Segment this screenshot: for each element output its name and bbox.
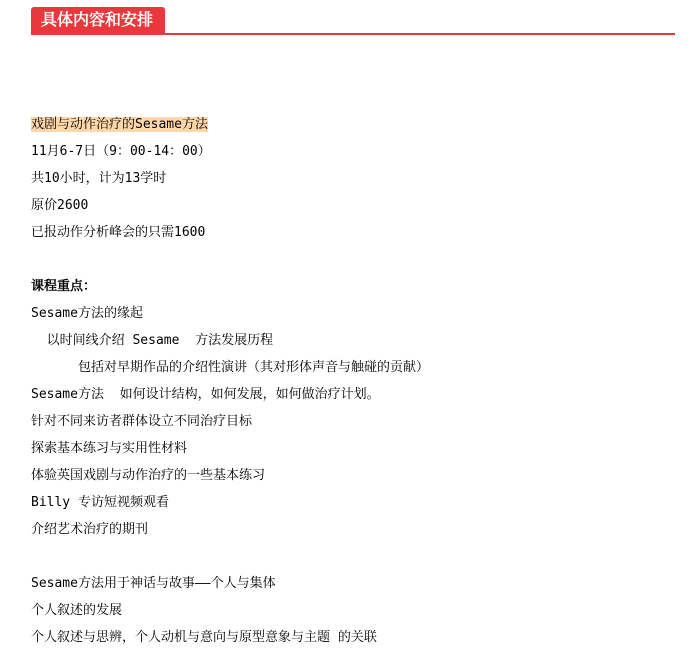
focus-item: 包括对早期作品的介绍性演讲（其对形体声音与触碰的贡献）: [31, 360, 429, 375]
focus-item: 介绍艺术治疗的期刊: [31, 522, 149, 537]
section-divider: [31, 33, 675, 35]
focus-item: Sesame方法用于神话与故事——个人与集体: [31, 576, 276, 591]
course-price: 原价2600: [31, 198, 89, 213]
course-date: 11月6-7日（9：00-14：00）: [31, 144, 211, 159]
focus-item: Billy 专访短视频观看: [31, 495, 169, 510]
focus-item: 探索基本练习与实用性材料: [31, 441, 188, 456]
course-title-line: [31, 111, 681, 138]
course-hours: 共10小时，计为13学时: [31, 171, 167, 186]
focus-item: Sesame方法的缘起: [31, 306, 143, 321]
focus-item: 体验英国戏剧与动作治疗的一些基本练习: [31, 468, 266, 483]
section-header: [31, 7, 675, 36]
article-body: [31, 111, 681, 651]
course-discount: 已报动作分析峰会的只需1600: [31, 225, 206, 240]
spacer: [31, 543, 681, 570]
section-title: 具体内容和安排: [31, 7, 165, 33]
focus-item: 针对不同来访者群体设立不同治疗目标: [31, 414, 253, 429]
focus-item: Sesame方法 如何设计结构，如何发展，如何做治疗计划。: [31, 387, 380, 402]
focus-item: 个人叙述的发展: [31, 603, 123, 618]
course-title: 戏剧与动作治疗的Sesame方法: [31, 117, 208, 132]
focus-item: 以时间线介绍 Sesame 方法发展历程: [31, 333, 274, 348]
focus-heading: 课程重点：: [31, 279, 97, 294]
focus-item: 个人叙述与思辨，个人动机与意向与原型意象与主题 的关联: [31, 630, 377, 645]
spacer: [31, 246, 681, 273]
